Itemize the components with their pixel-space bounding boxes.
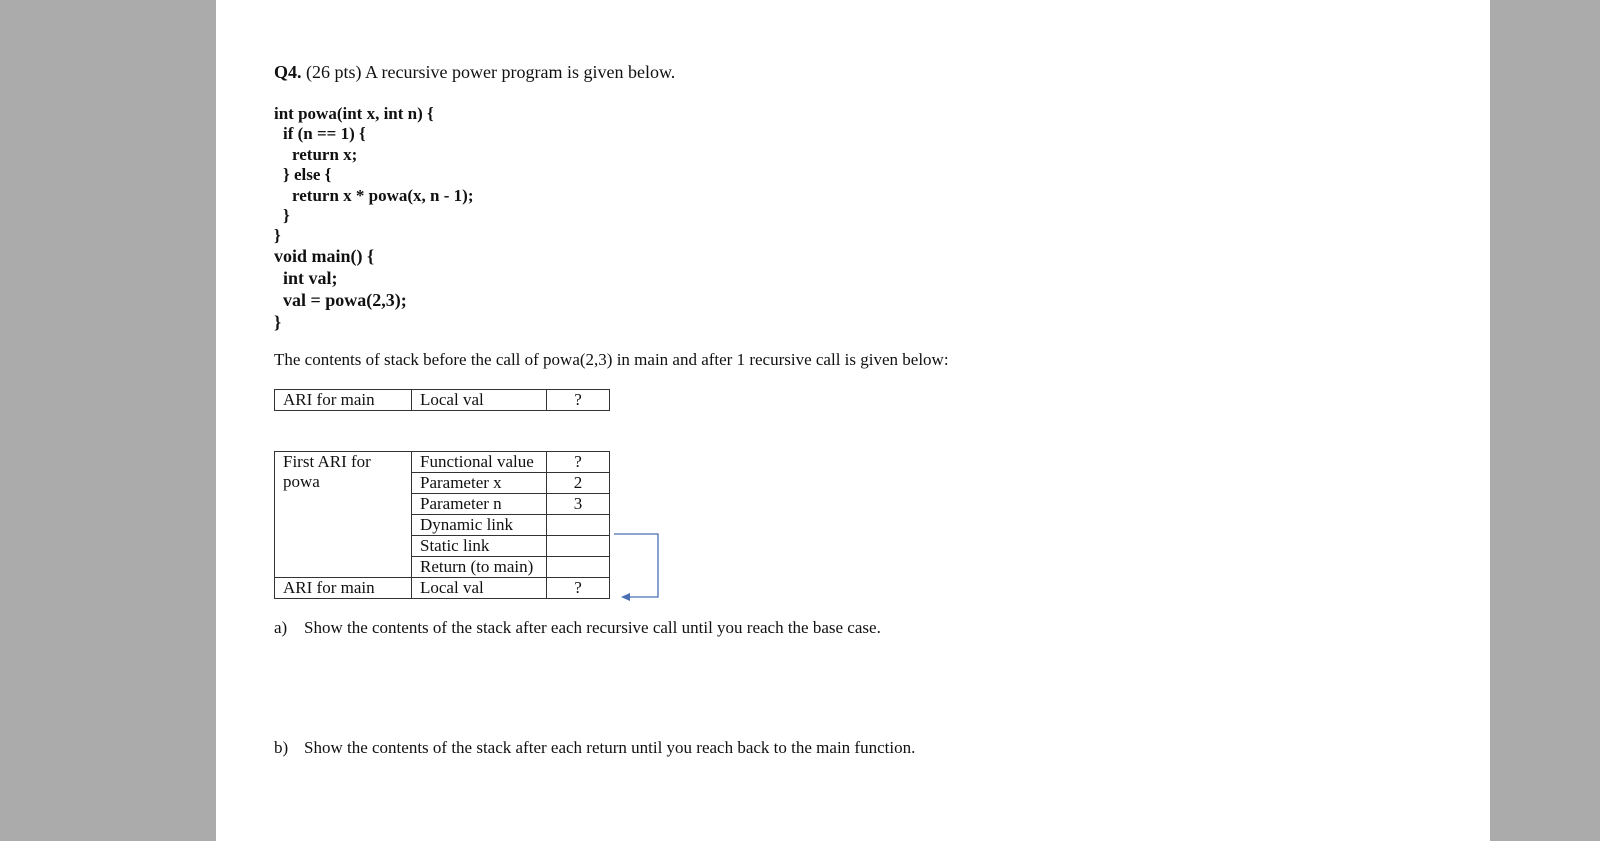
code-line: return x; xyxy=(292,145,358,164)
table-cell: Local val xyxy=(412,578,547,599)
table-cell: Parameter x xyxy=(412,473,547,494)
code-line: return x * powa(x, n - 1); xyxy=(292,186,474,205)
ari-label-main: ARI for main xyxy=(275,578,412,599)
table-cell: Local val xyxy=(412,390,547,411)
question-a xyxy=(274,618,881,638)
table-cell: Dynamic link xyxy=(412,515,547,536)
code-line: int val; xyxy=(283,268,338,288)
dynamic-link-arrow xyxy=(216,0,1490,841)
code-line: } xyxy=(283,206,290,225)
code-line: int powa(int x, int n) { xyxy=(274,104,434,123)
question-b-text: Show the contents of the stack after each return until you reach back to the main function. xyxy=(304,738,916,757)
question-points: (26 pts) xyxy=(306,62,362,82)
table-cell: ? xyxy=(547,578,610,599)
code-line: void main() { xyxy=(274,246,375,266)
table-cell: ? xyxy=(547,390,610,411)
code-line: val = powa(2,3); xyxy=(283,290,407,310)
ari-label-powa: First ARI for powa xyxy=(275,452,412,578)
table-cell: ? xyxy=(547,452,610,473)
code-line: } else { xyxy=(283,165,332,184)
table-cell: 2 xyxy=(547,473,610,494)
table-cell: 3 xyxy=(547,494,610,515)
question-intro: A recursive power program is given below. xyxy=(365,62,676,82)
arrow-head xyxy=(621,593,630,601)
arrow-line xyxy=(614,534,658,597)
code-line: if (n == 1) { xyxy=(283,124,366,143)
question-a-label: a) xyxy=(274,618,288,637)
question-b xyxy=(274,738,915,758)
document-page xyxy=(216,0,1490,841)
table-cell: Functional value xyxy=(412,452,547,473)
question-a-text: Show the contents of the stack after each recursive call until you reach the base case. xyxy=(304,618,881,637)
table-cell: ARI for main xyxy=(275,390,412,411)
code-line: } xyxy=(274,312,282,332)
question-number: Q4. xyxy=(274,62,302,82)
stack-description: The contents of stack before the call of powa(2,3) in main and after 1 recursive call is given below: xyxy=(274,350,949,369)
question-b-label: b) xyxy=(274,738,289,757)
table-cell: Return (to main) xyxy=(412,557,547,578)
code-line: } xyxy=(274,226,281,245)
table-cell: Static link xyxy=(412,536,547,557)
table-cell: Parameter n xyxy=(412,494,547,515)
